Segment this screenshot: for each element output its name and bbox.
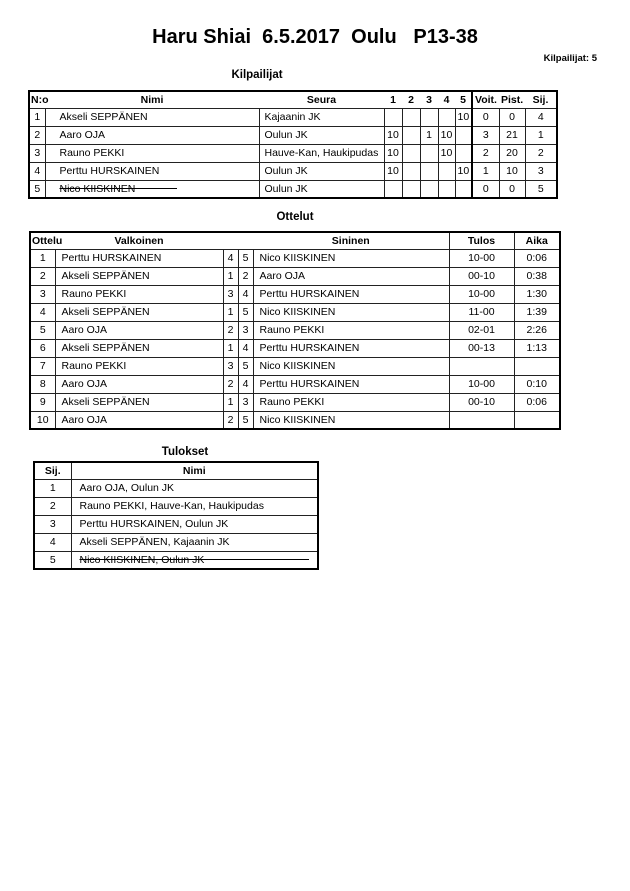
- score-cell: [402, 162, 420, 180]
- section-title-matches: Ottelut: [276, 211, 314, 223]
- rank-cell: 5: [34, 551, 71, 569]
- no-cell: 1: [29, 108, 45, 126]
- match-no-cell: 9: [30, 393, 55, 411]
- white-name-cell: Akseli SEPPÄNEN: [55, 393, 223, 411]
- score-cell: 10: [455, 108, 472, 126]
- points-cell: 10: [499, 162, 525, 180]
- white-name-cell: Rauno PEKKI: [55, 357, 223, 375]
- points-cell: 20: [499, 144, 525, 162]
- match-no-cell: 7: [30, 357, 55, 375]
- name-cell: Aaro OJA: [45, 126, 259, 144]
- rank-cell: 1: [525, 126, 557, 144]
- score-cell: [438, 180, 455, 198]
- score-cell: [384, 108, 402, 126]
- time-cell: 1:30: [514, 285, 560, 303]
- white-no-cell: 1: [223, 303, 238, 321]
- match-row: [30, 375, 560, 393]
- blue-no-cell: 5: [238, 357, 253, 375]
- name-cell: [45, 180, 259, 198]
- wins-cell: 0: [472, 180, 499, 198]
- time-cell: [514, 411, 560, 429]
- matches-table: [29, 231, 561, 430]
- score-cell: [384, 180, 402, 198]
- result-cell: 00-10: [449, 267, 514, 285]
- blue-no-cell: 3: [238, 321, 253, 339]
- result-row: [34, 479, 318, 497]
- score-cell: [402, 126, 420, 144]
- score-cell: [455, 180, 472, 198]
- blue-name-cell: Perttu HURSKAINEN: [253, 375, 449, 393]
- col-header-points: Pist.: [499, 91, 525, 108]
- col-header-round-1: 1: [384, 91, 402, 108]
- white-no-cell: 3: [223, 285, 238, 303]
- strike-line: [204, 559, 309, 560]
- match-no-cell: 1: [30, 249, 55, 267]
- result-cell: 10-00: [449, 249, 514, 267]
- score-cell: [402, 144, 420, 162]
- match-no-cell: 4: [30, 303, 55, 321]
- col-header-white-no: [223, 232, 238, 249]
- blue-no-cell: 3: [238, 393, 253, 411]
- col-header-white: Valkoinen: [55, 232, 223, 249]
- no-cell: 2: [29, 126, 45, 144]
- col-header-round-2: 2: [402, 91, 420, 108]
- match-no-cell: 3: [30, 285, 55, 303]
- blue-name-cell: Perttu HURSKAINEN: [253, 285, 449, 303]
- match-no-cell: 5: [30, 321, 55, 339]
- result-row: [34, 497, 318, 515]
- blue-name-cell: Perttu HURSKAINEN: [253, 339, 449, 357]
- name-cell: Perttu HURSKAINEN, Oulun JK: [71, 515, 318, 533]
- score-cell: 10: [438, 144, 455, 162]
- white-name-cell: Akseli SEPPÄNEN: [55, 267, 223, 285]
- name-cell: Rauno PEKKI: [45, 144, 259, 162]
- white-no-cell: 2: [223, 411, 238, 429]
- blue-name-cell: Rauno PEKKI: [253, 393, 449, 411]
- points-cell: 0: [499, 108, 525, 126]
- result-cell: 00-10: [449, 393, 514, 411]
- result-cell: 10-00: [449, 375, 514, 393]
- blue-no-cell: 5: [238, 249, 253, 267]
- result-cell: [449, 411, 514, 429]
- score-cell: [420, 180, 438, 198]
- col-header-rank: Sij.: [525, 91, 557, 108]
- blue-name-cell: Aaro OJA: [253, 267, 449, 285]
- rank-cell: 2: [525, 144, 557, 162]
- col-header-blue-no: [238, 232, 253, 249]
- match-row: [30, 321, 560, 339]
- blue-name-cell: Nico KIISKINEN: [253, 249, 449, 267]
- blue-no-cell: 4: [238, 285, 253, 303]
- club-cell: Hauve-Kan, Haukipudas: [259, 144, 384, 162]
- name-cell: [71, 551, 318, 569]
- result-cell: 02-01: [449, 321, 514, 339]
- wins-cell: 2: [472, 144, 499, 162]
- score-cell: 10: [455, 162, 472, 180]
- time-cell: 0:10: [514, 375, 560, 393]
- no-cell: 5: [29, 180, 45, 198]
- score-cell: 10: [384, 144, 402, 162]
- white-name-cell: Aaro OJA: [55, 321, 223, 339]
- strike-line: [135, 188, 177, 189]
- result-row: [34, 515, 318, 533]
- wins-cell: 3: [472, 126, 499, 144]
- col-header-result: Tulos: [449, 232, 514, 249]
- club-cell: Oulun JK: [259, 180, 384, 198]
- rank-cell: 3: [34, 515, 71, 533]
- name-cell: Akseli SEPPÄNEN, Kajaanin JK: [71, 533, 318, 551]
- no-cell: 3: [29, 144, 45, 162]
- struck-name: Nico KIISKINEN: [59, 182, 136, 195]
- white-name-cell: Akseli SEPPÄNEN: [55, 303, 223, 321]
- wins-cell: 0: [472, 108, 499, 126]
- white-name-cell: Aaro OJA: [55, 411, 223, 429]
- white-no-cell: 2: [223, 321, 238, 339]
- col-header-time: Aika: [514, 232, 560, 249]
- blue-no-cell: 5: [238, 411, 253, 429]
- white-no-cell: 2: [223, 375, 238, 393]
- points-cell: 0: [499, 180, 525, 198]
- col-header-round-5: 5: [455, 91, 472, 108]
- page-title: Haru Shiai 6.5.2017 Oulu P13-38: [152, 26, 478, 48]
- score-cell: 1: [420, 126, 438, 144]
- col-header-blue: Sininen: [253, 232, 449, 249]
- white-no-cell: 3: [223, 357, 238, 375]
- result-cell: 11-00: [449, 303, 514, 321]
- col-header-match: Ottelu: [30, 232, 55, 249]
- name-cell: Rauno PEKKI, Hauve-Kan, Haukipudas: [71, 497, 318, 515]
- struck-name: Nico KIISKINEN, Oulun JK: [79, 553, 205, 566]
- white-name-cell: Akseli SEPPÄNEN: [55, 339, 223, 357]
- time-cell: [514, 357, 560, 375]
- time-cell: 1:39: [514, 303, 560, 321]
- match-row: [30, 393, 560, 411]
- score-cell: [420, 162, 438, 180]
- match-row: [30, 411, 560, 429]
- rank-cell: 2: [34, 497, 71, 515]
- competitors-count: Kilpailijat: 5: [543, 53, 597, 64]
- match-no-cell: 2: [30, 267, 55, 285]
- result-cell: 00-13: [449, 339, 514, 357]
- blue-name-cell: Nico KIISKINEN: [253, 357, 449, 375]
- competitor-row: [29, 126, 557, 144]
- rank-cell: 5: [525, 180, 557, 198]
- score-cell: 10: [384, 162, 402, 180]
- blue-name-cell: Nico KIISKINEN: [253, 411, 449, 429]
- score-cell: [455, 126, 472, 144]
- white-no-cell: 1: [223, 339, 238, 357]
- rank-cell: 4: [525, 108, 557, 126]
- score-cell: 10: [384, 126, 402, 144]
- time-cell: 0:38: [514, 267, 560, 285]
- blue-no-cell: 4: [238, 375, 253, 393]
- score-cell: 10: [438, 126, 455, 144]
- white-name-cell: Rauno PEKKI: [55, 285, 223, 303]
- score-cell: [402, 108, 420, 126]
- rank-cell: 1: [34, 479, 71, 497]
- match-no-cell: 8: [30, 375, 55, 393]
- match-row: [30, 249, 560, 267]
- white-name-cell: Perttu HURSKAINEN: [55, 249, 223, 267]
- match-no-cell: 6: [30, 339, 55, 357]
- col-header-no: N:o: [29, 91, 45, 108]
- competitor-row-struck: [29, 180, 557, 198]
- result-cell: [449, 357, 514, 375]
- blue-no-cell: 2: [238, 267, 253, 285]
- score-cell: [438, 108, 455, 126]
- matches-header-row: [30, 232, 560, 249]
- col-header-wins: Voit.: [472, 91, 499, 108]
- match-row: [30, 285, 560, 303]
- col-header-round-3: 3: [420, 91, 438, 108]
- blue-no-cell: 4: [238, 339, 253, 357]
- name-cell: Akseli SEPPÄNEN: [45, 108, 259, 126]
- time-cell: 0:06: [514, 393, 560, 411]
- match-row: [30, 357, 560, 375]
- match-no-cell: 10: [30, 411, 55, 429]
- competitor-row: [29, 162, 557, 180]
- col-header-round-4: 4: [438, 91, 455, 108]
- name-cell: Aaro OJA, Oulun JK: [71, 479, 318, 497]
- name-cell: Perttu HURSKAINEN: [45, 162, 259, 180]
- score-cell: [420, 144, 438, 162]
- col-header-name: Nimi: [71, 462, 318, 479]
- rank-cell: 3: [525, 162, 557, 180]
- white-no-cell: 1: [223, 267, 238, 285]
- section-title-competitors: Kilpailijat: [231, 69, 283, 81]
- match-row: [30, 339, 560, 357]
- result-row: [34, 533, 318, 551]
- result-row-struck: [34, 551, 318, 569]
- col-header-club: Seura: [259, 91, 384, 108]
- no-cell: 4: [29, 162, 45, 180]
- score-cell: [455, 144, 472, 162]
- rank-cell: 4: [34, 533, 71, 551]
- match-row: [30, 303, 560, 321]
- club-cell: Oulun JK: [259, 162, 384, 180]
- competitors-header-row: [29, 91, 557, 108]
- competitor-row: [29, 108, 557, 126]
- time-cell: 2:26: [514, 321, 560, 339]
- time-cell: 0:06: [514, 249, 560, 267]
- blue-no-cell: 5: [238, 303, 253, 321]
- results-table: [33, 461, 319, 570]
- white-no-cell: 1: [223, 393, 238, 411]
- match-row: [30, 267, 560, 285]
- score-cell: [402, 180, 420, 198]
- blue-name-cell: Nico KIISKINEN: [253, 303, 449, 321]
- club-cell: Oulun JK: [259, 126, 384, 144]
- time-cell: 1:13: [514, 339, 560, 357]
- col-header-name: Nimi: [45, 91, 259, 108]
- score-cell: [438, 162, 455, 180]
- white-name-cell: Aaro OJA: [55, 375, 223, 393]
- competitor-row: [29, 144, 557, 162]
- blue-name-cell: Rauno PEKKI: [253, 321, 449, 339]
- club-cell: Kajaanin JK: [259, 108, 384, 126]
- score-cell: [420, 108, 438, 126]
- results-header-row: [34, 462, 318, 479]
- result-cell: 10-00: [449, 285, 514, 303]
- wins-cell: 1: [472, 162, 499, 180]
- section-title-results: Tulokset: [161, 446, 209, 458]
- competitors-table: [28, 90, 558, 199]
- col-header-rank: Sij.: [34, 462, 71, 479]
- white-no-cell: 4: [223, 249, 238, 267]
- points-cell: 21: [499, 126, 525, 144]
